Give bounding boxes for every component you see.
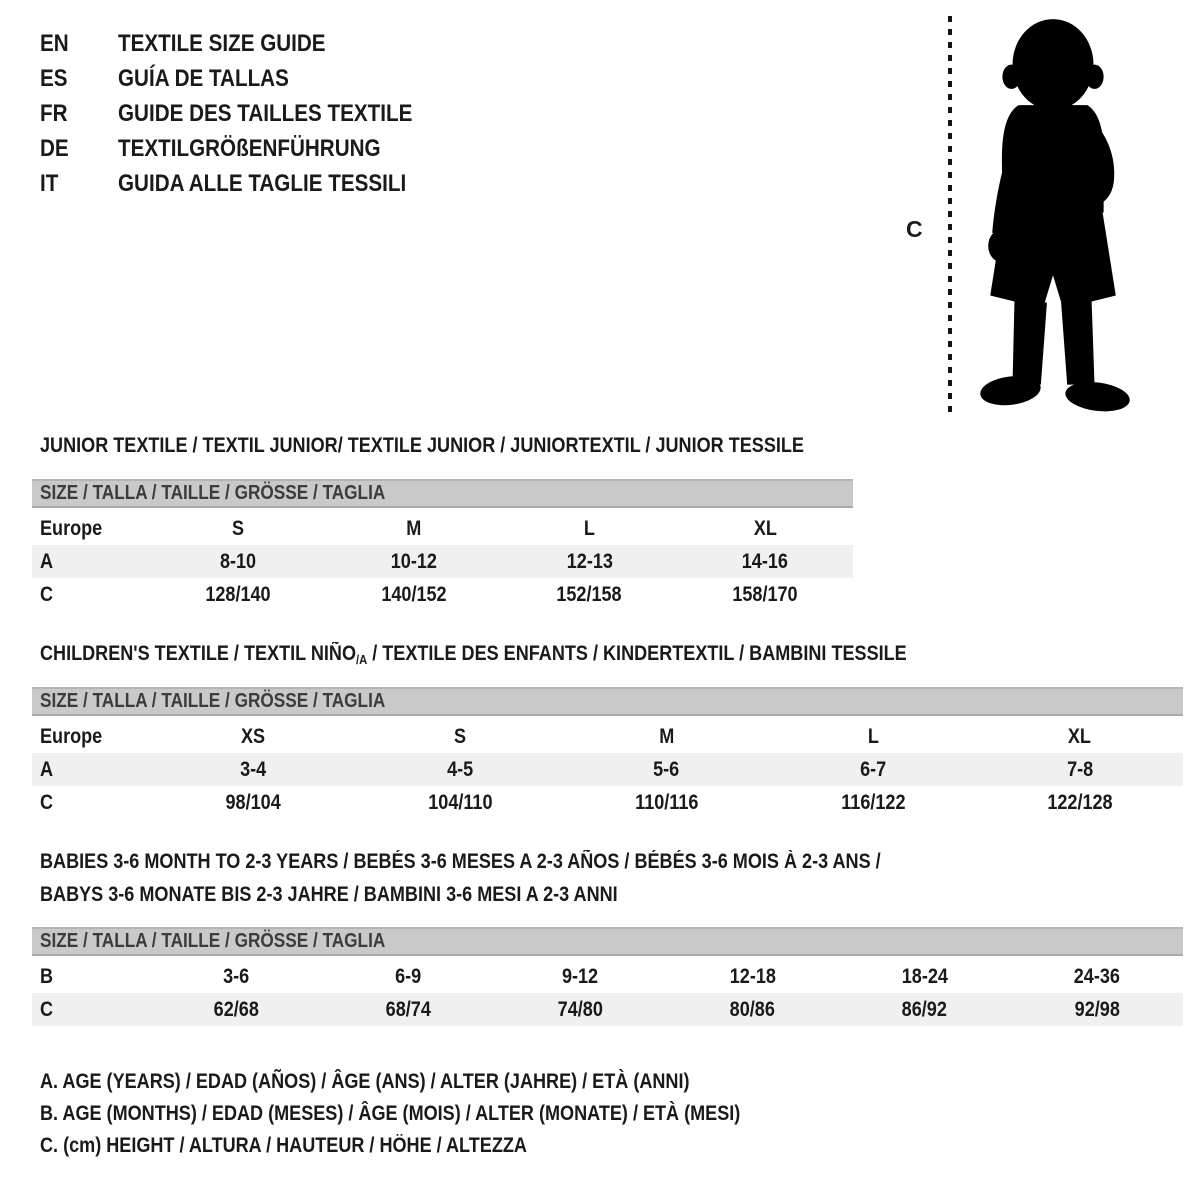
language-row — [40, 166, 460, 201]
cell-value: 3-6 — [223, 964, 250, 988]
cell-value: M — [406, 516, 422, 540]
children-section-title — [40, 642, 1048, 667]
children-title-subscript: /A — [356, 652, 368, 667]
cell-value: M — [658, 724, 675, 748]
language-title: TEXTILGRÖßENFÜHRUNG — [118, 134, 381, 162]
language-row — [40, 131, 460, 166]
cell-value: 128/140 — [205, 582, 271, 606]
cell-value: 10-12 — [390, 549, 437, 573]
row-label: Europe — [40, 516, 103, 540]
size-header-text: SIZE / TALLA / TAILLE / GRÖSSE / TAGLIA — [40, 482, 386, 504]
cell-value: 3-4 — [240, 757, 267, 781]
language-title: TEXTILE SIZE GUIDE — [118, 29, 326, 57]
children-title-main: CHILDREN'S TEXTILE / TEXTIL NIÑO — [40, 642, 357, 665]
language-code: DE — [40, 134, 69, 162]
table-row — [32, 512, 853, 545]
cell-value: 7-8 — [1066, 757, 1093, 781]
legend-line-c: C. (cm) HEIGHT / ALTURA / HAUTEUR / HÖHE / ALTEZZA — [40, 1134, 527, 1157]
babies-title-line2: BABYS 3-6 MONATE BIS 2-3 JAHRE / BAMBINI 3-6 MESI A 2-3 ANNI — [40, 883, 618, 906]
children-size-header-bar — [32, 687, 1183, 716]
row-label: C — [40, 790, 54, 814]
size-header-text: SIZE / TALLA / TAILLE / GRÖSSE / TAGLIA — [40, 930, 386, 952]
cell-value: 104/110 — [427, 790, 493, 814]
language-title-list — [40, 26, 460, 201]
table-row — [32, 960, 1183, 993]
cell-value: L — [583, 516, 595, 540]
row-label: C — [40, 997, 54, 1021]
cell-value: 152/158 — [556, 582, 623, 606]
language-code: ES — [40, 64, 68, 92]
children-title-rest: / TEXTILE DES ENFANTS / KINDERTEXTIL / BAMBINI TESSILE — [367, 642, 907, 665]
table-row — [32, 545, 853, 578]
junior-size-header-bar — [32, 479, 853, 508]
language-code: IT — [40, 169, 59, 197]
cell-value: XS — [241, 724, 266, 748]
language-row — [40, 26, 460, 61]
language-code: EN — [40, 29, 69, 57]
babies-section-title — [40, 845, 1018, 911]
cell-value: 74/80 — [557, 997, 604, 1021]
size-header-text: SIZE / TALLA / TAILLE / GRÖSSE / TAGLIA — [40, 690, 386, 712]
babies-size-header-bar — [32, 927, 1183, 956]
cell-value: 6-9 — [395, 964, 422, 988]
cell-value: L — [867, 724, 879, 748]
cell-value: 12-13 — [566, 549, 613, 573]
cell-value: 62/68 — [213, 997, 259, 1021]
toddler-silhouette-icon — [960, 14, 1145, 419]
cell-value: 110/116 — [634, 790, 699, 814]
language-title: GUIDE DES TAILLES TEXTILE — [118, 99, 413, 127]
language-row — [40, 61, 460, 96]
cell-value: S — [453, 724, 466, 748]
cell-value: S — [231, 516, 244, 540]
cell-value: 92/98 — [1074, 997, 1120, 1021]
cell-value: 24-36 — [1073, 964, 1121, 988]
cell-value: 68/74 — [385, 997, 431, 1021]
cell-value: 116/122 — [840, 790, 906, 814]
babies-title-line1: BABIES 3-6 MONTH TO 2-3 YEARS / BEBÉS 3-6 MESES A 2-3 AÑOS / BÉBÉS 3-6 MOIS À 2-3 ANS / — [40, 850, 881, 873]
legend-line-a: A. AGE (YEARS) / EDAD (AÑOS) / ÂGE (ANS) / ALTER (JAHRE) / ETÀ (ANNI) — [40, 1070, 690, 1093]
cell-value: XL — [1068, 724, 1092, 748]
cell-value: XL — [753, 516, 777, 540]
language-title: GUIDA ALLE TAGLIE TESSILI — [118, 169, 407, 197]
language-row — [40, 96, 460, 131]
height-measure-dashed-line — [948, 16, 952, 418]
cell-value: 4-5 — [446, 757, 473, 781]
babies-size-table — [32, 927, 1183, 1026]
cell-value: 158/170 — [732, 582, 798, 606]
table-row — [32, 753, 1183, 786]
language-title: GUÍA DE TALLAS — [118, 64, 289, 92]
row-label: C — [40, 582, 54, 606]
cell-value: 9-12 — [562, 964, 599, 988]
cell-value: 98/104 — [225, 790, 281, 814]
measure-legend — [40, 1066, 854, 1162]
cell-value: 8-10 — [219, 549, 256, 573]
junior-size-table — [32, 479, 853, 611]
table-row — [32, 720, 1183, 753]
cell-value: 5-6 — [653, 757, 680, 781]
children-section-title-text — [40, 642, 907, 667]
legend-line-b: B. AGE (MONTHS) / EDAD (MESES) / ÂGE (MOIS) / ALTER (MONATE) / ETÀ (MESI) — [40, 1102, 741, 1125]
table-row — [32, 786, 1183, 819]
cell-value: 14-16 — [742, 549, 789, 573]
cell-value: 140/152 — [380, 582, 447, 606]
junior-section-title — [40, 434, 928, 458]
row-label: B — [40, 964, 54, 988]
children-size-table — [32, 687, 1183, 819]
language-code: FR — [40, 99, 68, 127]
cell-value: 86/92 — [902, 997, 948, 1021]
row-label: A — [40, 757, 54, 781]
cell-value: 80/86 — [729, 997, 776, 1021]
table-row — [32, 993, 1183, 1026]
junior-section-title-text: JUNIOR TEXTILE / TEXTIL JUNIOR/ TEXTILE JUNIOR / JUNIORTEXTIL / JUNIOR TESSILE — [40, 434, 804, 457]
cell-value: 122/128 — [1047, 790, 1113, 814]
row-label: Europe — [40, 724, 103, 748]
row-label: A — [40, 549, 54, 573]
cell-value: 6-7 — [860, 757, 887, 781]
cell-value: 12-18 — [729, 964, 776, 988]
table-row — [32, 578, 853, 611]
height-measure-label: C — [906, 216, 923, 242]
cell-value: 18-24 — [901, 964, 948, 988]
